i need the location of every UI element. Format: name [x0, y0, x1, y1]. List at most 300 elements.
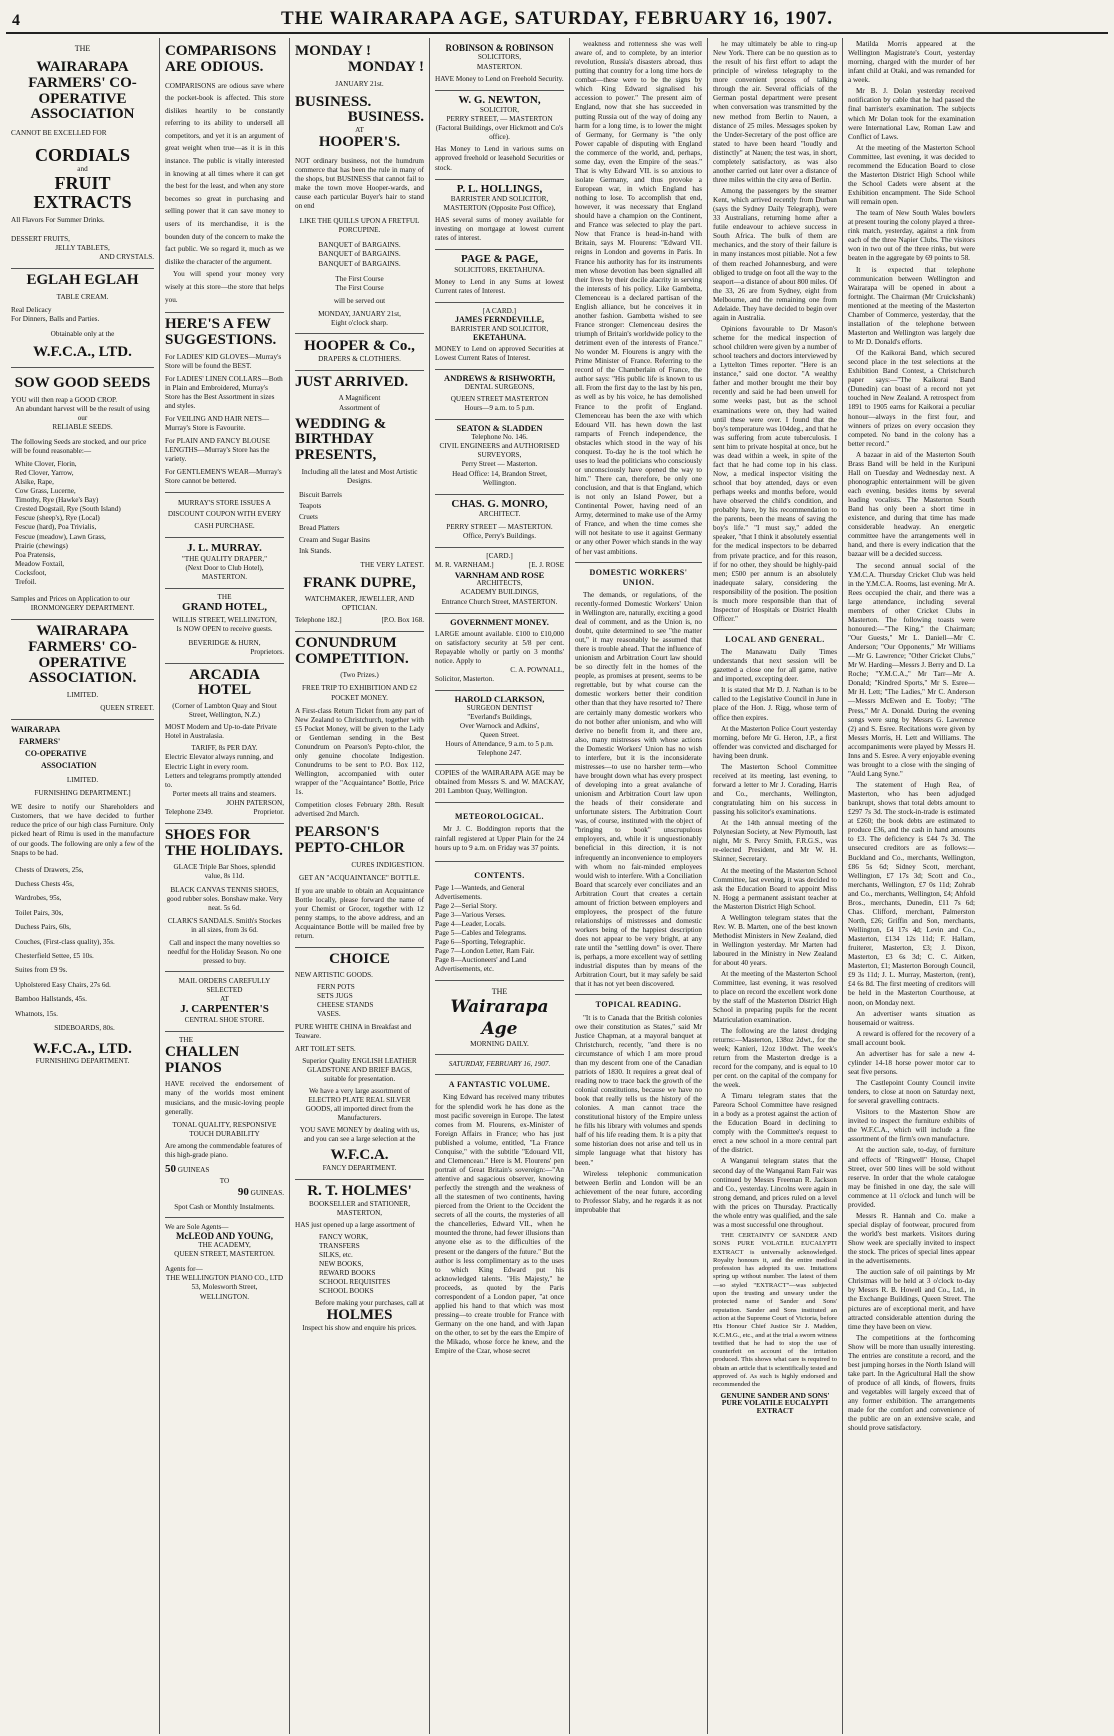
news-item: The Castlepoint County Council invite tenders, to close at noon on Saturday next, for several gravelling contracts. [848, 1079, 975, 1106]
list-item: Cream and Sugar Basins [299, 535, 370, 544]
column-6 [708, 38, 843, 1734]
ad-text: COMPARISONS are odious save where the pocket-book is affected. This store dislikes heartily to be constantly referring to its ability to undersell all competitors, and yet it is an argument of great weight when true—as it is in this instance. The public is vitally interested in knowing at all times where it can get the best for the least, and when any store becomes so great in purchasing and selling power that it can save money to users of its merchandise, it is the bounden duty of the concern to make the fact public. We so regard it, much as we dislike the character of the argument. [165, 81, 284, 266]
ad-text: Proprietors. [250, 647, 284, 656]
news-item: It is stated that Mr D. J. Nathan is to be called to the Legislative Council in June in place of the Hon. J. Rigg, whose term of office then expires. [713, 686, 837, 722]
news-item: At the auction sale, to-day, of furniture and effects of "Ringwell" House, Chapel Street, over 500 lines will be sold without reserve. In order that the whole catalogue may be finished in one day, the sale will commence at 11 o'clock and lunch will be provided. [848, 1146, 975, 1209]
article-text: Opinions favourable to Dr Mason's scheme for the medical inspection of school children were given by a number of school teachers and doctors interviewed by a Lyttelton Times reporter. "Here is an instance," said one doctor. "A wealthy father and mother brought me their boy recently and said he had been unwell for some weeks past, but as the school examinations were on, they had waited until these were over. I found that the boy's temperature was 104deg., and that he was suffering from acute tuberculosis. I sent him to private hospital at once, but he was dead within a week, in spite of the fact that he had come top in his class. Now, a medical inspector visiting the school that boy attended, days or even perhaps weeks and months before, would have observed the child's condition, and probably have, by his recommendation to the parents, been the means of saving the boy's life." "I must say," added the speaker, "that I think it absolutely essential for the medical inspectors to be debarred from private practice, and for this reason, if for no other, they should be highly-paid men; £500 per annum is an absolutely inadequate salary, considering the responsibility of the position. The position is much more responsible than that of Inspector of Hospitals or District Health Officer." [713, 324, 837, 623]
ad-text: Spot Cash or Monthly Instalments. [174, 1202, 275, 1211]
column-5 [570, 38, 708, 1734]
ad-heading: MONDAY ! [348, 58, 424, 75]
ad-text: QUEEN STREET. [100, 704, 154, 713]
ad-text: The following Seeds are stocked, and our price will be found reasonable:— [11, 437, 147, 455]
list-item: Whatnots, 15s. [15, 1009, 58, 1018]
ad-text: BARRISTER AND SOLICITOR, [450, 324, 549, 333]
page-number: 4 [12, 12, 20, 29]
ad-heading: J. L. MURRAY. [187, 542, 262, 555]
ad-murray [165, 313, 284, 589]
ad-heading: CHOICE [329, 951, 390, 968]
list-item: Wardrobes, 95s, [15, 894, 62, 903]
ad-text: ARCHITECT. [478, 510, 521, 519]
ad-text: BOOKSELLER and STATIONER, [308, 1199, 411, 1208]
list-item: Page 8—Auctioneers' and Land Advertisements, etc. [435, 956, 527, 974]
list-item: Cruets [299, 513, 318, 522]
list-item: Crested Dogstail, Rye (South Island) [15, 505, 121, 514]
ad-text: HAS several sums of money available for investing on mortgage at lowest current rates of interest. [435, 216, 564, 243]
ad-text: MASTERTON (Opposite Post Office), [443, 204, 556, 213]
news-item: The second annual social of the Y.M.C.A. Thursday Cricket Club was held in the Y.M.C.A. Rooms, last evening. Mr A. Rees occupied the chair, and there was a large attendance, including several members of other Cricket Clubs in Masterton. The following toasts were honoured:—"The King," the Chairman; "Our Guests," Mr L. Daniell—Mr C. Anderson; "Our Opponents," Mr Williams—Mr G. Lawrence; "Other Cricket Clubs," Mr W. Harding—Messrs J. Berry and D. La Roche; "Y.M.C.A.," Mr Tarr—Mr A. Donald; "Kindred Sports," Mr S. Esree—Mr H. Lett; "The Ladies," Mr C. Anderson—Messrs McEwen and E. Tooby; "The Press," Mr A. Donald. During the evening songs were sung by Messrs G. Lawrence (2) and S. Esree. Recitations were given by Messrs Morris, H. Lett and Williams. The accompaniments were played by Messrs H. Inns and S. Esree. A very enjoyable evening was brought to a close with the singing of "Auld Lang Syne." [848, 561, 975, 778]
list-item: TRANSFERS [319, 1241, 360, 1250]
list-item: Ink Stands. [299, 546, 332, 555]
list-item: For PLAIN AND FANCY BLOUSE LENGTHS—Murray's Store has the variety. [165, 437, 271, 464]
ad-heading: SEATON & SLADDEN [456, 423, 543, 434]
ad-wfca-queen-street [11, 620, 154, 720]
section-heading: LOCAL AND GENERAL. [725, 635, 825, 644]
ad-monro [435, 495, 564, 549]
contents-list [435, 884, 564, 975]
ad-text: Hours—9 a.m. to 5 p.m. [464, 404, 535, 413]
ad-text: SOLICITOR, [479, 106, 520, 115]
list-item: Page 5—Cables and Telegrams. [435, 929, 527, 938]
ad-heading: CHAS. G. MONRO, [451, 497, 548, 510]
section-heading: METEOROLOGICAL. [454, 812, 545, 822]
article-text: Among the passengers by the steamer Kent, which arrived recently from Durban (says the Sydney Daily Telegraph), were 33 Australians, returning home after a futile endeavour to achieve success in South Africa. The bulk of them are mechanics, and the story of their failure is in many instances most pitiable. Not a few of them reached Johannesburg, and were obliged to trudge on foot all the way to the seaport—a distance of about 800 miles. Of the 33, 26 are from Sydney, eight from Melbourne, and the remaining one from Adelaide. They have decided to begin over again in Australia. [713, 187, 837, 322]
ad-text: An abundant harvest will be the result of using our [15, 404, 150, 422]
ad-text: MASTERTON, [336, 1208, 383, 1217]
ad-text: THE WELLINGTON PIANO CO., LTD [165, 1274, 284, 1283]
news-item: The auction sale of oil paintings by Mr Christmas will be held at 3 o'clock to-day by Messrs R. B. Howell and Co., Ltd., in the Exchange Buildings, Queen Street. The pictures are of exceptional merit, and have attracted considerable attention during the time they have been on view. [848, 1268, 975, 1331]
ad-heading: ROBINSON & ROBINSON [445, 43, 554, 53]
article-text: Mr J. C. Boddington reports that the rainfall registered at Upper Plain for the 24 hours up to 9 a.m. on Friday was 37 points. [435, 825, 564, 852]
article-text: he may ultimately be able to ring-up New York. There can be no question as to the result of his first effort to adapt the principle of wireless telegraphy to the more convenient process of talking through the air. Several officials of the German postal department were present when conversation was transmitted by the new method from Berlin to Nauen, a distance of 25 miles. Messages spoken by the Under-Secretary of the post office are stated to have been heard "loudly and distinctly" at Nauen; the test was, in short, completely satisfactory, as was also another carried out later over a distance of three miles within the city area of Berlin. [713, 40, 837, 184]
list-item: SCHOOL REQUISITES [319, 1278, 391, 1287]
ad-arcadia-hotel [165, 664, 284, 824]
ad-text: Telephone 2349. [165, 807, 213, 816]
divider [165, 492, 284, 493]
list-item: Meadow Foxtail, [15, 559, 65, 568]
list-item: Cocksfoot, [15, 568, 47, 577]
divider [165, 1217, 284, 1218]
ad-text: Competition closes February 28th. Result advertised 2nd March. [295, 801, 424, 819]
news-item: At the Masterton Police Court yesterday morning, before Mr G. Heron, J.P., a first offender was convicted and discharged for having been drunk. [713, 724, 837, 760]
ad-text: JANUARY 21st. [335, 79, 384, 88]
ad-text: A Magnificent Assortment of [338, 394, 381, 412]
ad-text: [A CARD.] [482, 307, 517, 316]
article-text: King Edward has received many tributes for the splendid work he has done as the most pacific sovereign in Europe. The latest comes from M. Flourens, ex-Minister of Foreign Affairs in France; who has just published a volume, entitled, "La France Conquise," with the subtitle "Edouard VII, and Clemenceau." Here is M. Flourens' pen portrait of Great Britain's sovereign:—"An attentive and sagacious observer, knowing perfectly the strength and the weakness of all the statesmen of two continents, having pierced from the Orient to the Occident the secrets of all the courts, the mysteries of all the chancelleries, Edward VII., when he mounted the throne, had fewer illusions than anyone else as to the difficulties of the present or the dangers of the future." But the author is less complimentary as to the uses to which King Edward put his acknowledged talents. "His Majesty," he proceeds, as quoted by the Paris correspondent of a London paper, "at once applied his hand to that which was most pressing—to create trouble for France with Germany on the one hand, and with Japan on the other, to set by the ears the Empire of the Mikado, whose force he knew, and the Empire of the Czar, whose secret [435, 1093, 564, 1356]
ad-text: CLARK'S SANDALS. Smith's Stockes in all sizes, from 3s 6d. [167, 916, 282, 934]
ad-text: [CARD.] [486, 552, 513, 561]
ad-heading: ARCADIA HOTEL [189, 666, 260, 699]
list-item: Bamboo Hallstands, 45s. [15, 995, 87, 1004]
list-item: For LADIES' KID GLOVES—Murray's Store will be found the BEST. [165, 352, 282, 370]
ad-text: Over Warnock and Adkins', [459, 721, 540, 730]
ad-heading: EGLAH EGLAH [26, 272, 139, 289]
list-item: REWARD BOOKS [319, 1269, 376, 1278]
ad-furniture [11, 720, 154, 1072]
ad-heading: HAROLD CLARKSON, [454, 693, 545, 704]
ad-text: BANQUET of BARGAINS. [318, 241, 401, 250]
news-item: The following are the latest dredging returns:—Masterton, 138oz 2dwt., for the week; Kanieri, 12oz 10dwt. The week's return from the Masterton dredge is a record for the company, and is equal to 10 per cent. on the capital of the company for the week. [713, 1026, 837, 1089]
ad-wfca-cordials [11, 40, 154, 269]
list-item: FANCY WORK, [319, 1232, 368, 1241]
ad-clarkson [435, 691, 564, 765]
ad-text: DRAPERS & CLOTHIERS. [318, 354, 401, 363]
ad-heading: W.F.C.A., LTD. [33, 344, 132, 361]
list-item: SILKS, etc. [319, 1251, 353, 1259]
ad-robinson [435, 40, 564, 91]
ad-text: HAVE received the endorsement of many of the worlds most eminent musicians, and the music-loving people generally. [165, 1080, 284, 1116]
ad-text: LIKE THE QUILLS UPON A FRETFUL PORCUPINE. [299, 217, 420, 235]
ad-text: LIMITED. [66, 776, 99, 785]
ad-text: Perry Street — Masterton. [461, 460, 538, 469]
ad-heading: BUSINESS. [347, 109, 424, 126]
ad-heading: BUSINESS. [295, 93, 372, 110]
list-item: Page 6—Sporting, Telegraphic. [435, 938, 526, 947]
ad-text: Solicitor, Masterton. [435, 674, 495, 683]
ad-text: Telephone 182.] [295, 615, 342, 624]
news-item: A reward is offered for the recovery of a small account book. [848, 1029, 975, 1047]
ad-text: Telephone No. 146. [471, 433, 528, 442]
ad-text: NEW ARTISTIC GOODS. [295, 971, 373, 980]
ad-text: WE desire to notify our Shareholders and Customers, that we have decided to further reduce the price of our high class Furniture. Only picked heart of Rimu is used in the manufacture of our goods. The following are only a few of the Snaps to be had. [11, 803, 154, 857]
ad-text: MOST Modern and Up-to-date Private Hotel in Australasia. [165, 723, 277, 741]
ad-text: AT [220, 995, 229, 1004]
ad-text: Proprietor. [253, 807, 284, 816]
list-item: SETS JUGS [317, 992, 353, 1001]
ad-grand-hotel [165, 589, 284, 664]
news-item: The team of New South Wales bowlers at present touring the colony played a three-rink match, yesterday, against a rink from each of the three Napier Clubs. The visitors won in two out of the three rinks, but were beaten in the aggregate by 69 points to 58. [848, 209, 975, 263]
ad-heading: PAGE & PAGE, [461, 253, 538, 266]
ad-heading: PEARSON'S PEPTO-CHLOR [295, 824, 405, 857]
ad-text: Agents for— [165, 1265, 203, 1274]
ad-text: All Flavors For Summer Drinks. [11, 215, 105, 224]
ad-text: THE [74, 44, 91, 53]
ad-text: Is NOW OPEN to receive guests. [176, 625, 273, 634]
ad-heading: FRANK DUPRE, [303, 574, 416, 591]
ad-text: FARMERS' [19, 737, 61, 747]
ad-text: Head Office: 14, Brandon Street, Wellington. [452, 469, 547, 487]
ad-heading: GOVERNMENT MONEY. [450, 616, 549, 627]
ad-text: BANQUET of BARGAINS. [318, 259, 401, 268]
ad-text: THE ACADEMY, [198, 1241, 251, 1250]
column-1 [6, 38, 160, 1734]
list-item: Teapots [299, 502, 322, 511]
ad-text: You will spend your money very wisely at this store—the store that helps you. [165, 270, 284, 304]
section-heading: DOMESTIC WORKERS' UNION. [589, 567, 688, 587]
ad-seeds [11, 368, 154, 620]
divider [713, 629, 837, 630]
holmes-list [295, 1233, 424, 1296]
ad-text: DESSERT FRUITS, [11, 234, 70, 243]
ad-text: Hours of Attendance, 9 a.m. to 5 p.m. Telephone 247. [445, 740, 554, 758]
news-item: At the meeting of the Masterton School Committee, last evening, it was resolved to place on record the excellent work done by the staff of the Masterton District High School in preparing pupils for the recent Matriculation examination. [713, 970, 837, 1024]
list-item: SCHOOL BOOKS [319, 1287, 374, 1296]
list-item: VASES. [317, 1010, 341, 1019]
ad-text: ACADEMY BUILDINGS, [460, 588, 539, 597]
ad-text: MAIL ORDERS CAREFULLY SELECTED [178, 977, 271, 995]
ad-text: SURGEON DENTIST [466, 703, 533, 712]
section-heading: TOPICAL READING. [595, 1000, 682, 1010]
news-item: Visitors to the Masterton Show are invited to inspect the furniture exhibits of the W.F.C.A., which will include a fine assortment of the firm's own manufacture. [848, 1108, 975, 1144]
ad-government-money [435, 614, 564, 691]
ad-text: BANQUET of BARGAINS. [318, 250, 401, 259]
list-item: Duchess Chests 45s, [15, 880, 74, 889]
divider [435, 1074, 564, 1075]
ad-conundrum [295, 632, 424, 948]
ad-text: MASTERTON. [201, 572, 248, 581]
ad-text: Has Money to Lend in various sums on approved freehold or leasehold Securities or stock. [435, 145, 564, 172]
ad-text: MONDAY, JANUARY 21st, [318, 309, 401, 318]
ad-text: QUEEN STREET, MASTERTON. [174, 1250, 275, 1259]
ad-text: SOLICITORS, [477, 53, 522, 62]
list-item: Bread Platters [299, 524, 340, 533]
ad-text: FREE TRIP TO EXHIBITION AND £2 POCKET MONEY. [302, 684, 417, 702]
ad-text: PERRY STREET — MASTERTON. [446, 523, 553, 532]
ad-text: Eight o'clock sharp. [331, 318, 388, 327]
ad-text: ART TOILET SETS. [295, 1044, 356, 1053]
ad-text: M. R. VARNHAM.] [435, 561, 494, 570]
ad-text: THE VERY LATEST. [360, 560, 424, 569]
ad-text: MURRAY'S STORE ISSUES A DISCOUNT COUPON WITH EVERY CASH PURCHASE. [167, 498, 282, 530]
divider [295, 333, 424, 334]
ad-heading: HOLMES [326, 1307, 393, 1324]
ad-text: THE [179, 1035, 193, 1044]
ad-text: (Two Prizes.) [340, 671, 379, 680]
ad-heading: WAIRARAPA FARMERS' CO-OPERATIVE ASSOCIATION [28, 59, 137, 123]
ad-text: Call and inspect the many novelties so needful for the Holiday Season. No one pressed to buy. [167, 938, 282, 965]
ad-text: COPIES of the WAIRARAPA AGE may be obtained from Messrs S. and W. MACKAY, 201 Lambton Quay, Wellington. [435, 769, 564, 796]
ad-text: HAVE Money to Lend on Freehold Security. [435, 74, 564, 83]
ad-text: CIVIL ENGINEERS and AUTHORISED SURVEYORS, [439, 442, 560, 460]
ad-text: BLACK CANVAS TENNIS SHOES, good rubber soles. Bonshaw make. Very neat. 5s 6d. [166, 885, 283, 912]
ad-text: TABLE CREAM. [56, 292, 109, 301]
news-item: At the meeting of the Masterton School Committee, last evening, it was decided to recommend the Education Board to close the Masterton District High School while the School Cadets were absent at the Exhibition encampment. The Side School will remain open. [848, 143, 975, 207]
ad-text: GLACE Triple Bar Shoes, splendid value, 8s 11d. [173, 863, 276, 881]
ad-text: THE [217, 592, 232, 601]
ad-text: NOT ordinary business, not the humdrum commerce that has been the rule in many of the shops, but BUSINESS that cannot fail to make the town move Hooper-wards, and cause each particular Buyer's hair to stand on end [295, 156, 424, 211]
ad-text: Samples and Prices on Application to our [11, 594, 130, 603]
ad-text: PERRY STREET, — MASTERTON [446, 115, 553, 124]
news-item: The statement of Hugh Rea, of Masterton, who has been adjudged bankrupt, shows that total debts amount to £297 7s 3d. The stock-in-trade is estimated at £260; the book debts are estimated to produce £36, and the cash in hand amounts to £3. The deficiency is £44 7s 3d. The unsecured creditors are as follows:—Buckland and Co., merchants, Wellington, £86 5s 6d; Sidney Scott, merchant, Wellington, £7 17s 3d; Scott and Co., merchants, Wellington, £7 0s 11d; Zohrab and Co., merchants, Wellington, £4; Ahfold Bros., merchants, Dunedin, £11 7s 6d; Chas. Clifford, merchant, Palmerston North, £26; Griffin and Son, merchants, Wellington, £4 17s 4d; Levin and Co., Masterton, £134 12s 11d; F. Hallam, fruiterer, Masterton, £3; J. Dixon, Masterton, £3 6s 3d; C. C. Aitken, Masterton, £1; Masterton Borough Council, £9 3s 11d; J. L. Murray, Masterton, (rent), £4 6s 8d. The first meeting of creditors will be held in the Masterton Courthouse, at noon, on Monday next. [848, 781, 975, 1007]
ad-heading: W. G. NEWTON, [458, 93, 541, 106]
ad-text: The First Course [335, 283, 384, 292]
ad-heading: GENUINE SANDER AND SONS' PURE VOLATILE EUCALYPTI EXTRACT [720, 1390, 830, 1416]
ad-text: QUEEN STREET MASTERTON [450, 395, 549, 404]
ad-heading: FRUIT EXTRACTS [33, 173, 132, 212]
ad-text: 50 [165, 1162, 176, 1175]
ad-text: LARGE amount available. £100 to £10,000 on satisfactory security at 5/8 per cent. Repayable wholly or partly on 3 months' notice. Apply to [435, 629, 564, 665]
furniture-list [11, 863, 154, 1036]
ad-copies [435, 765, 564, 803]
ad-text: HAS just opened up a large assortment of [295, 1220, 415, 1229]
news-item: It is expected that telephone communication between Wellington and Wairarapa will be opened in about a fortnight. The Chairman (Mr Cruickshank) mentioned at the meeting of the Masterton Chamber of Commerce, yesterday, that the installation of the telephone between Masterton and Wellington was largely due to Mr D. Donald's efforts. [848, 265, 975, 346]
ad-text: WELLINGTON. [199, 1292, 250, 1301]
ad-comparisons [165, 40, 284, 313]
article-text: weakness and rottenness she was well aware of, and to complete, by an interior revolution, Russia's disasters abroad, thus putting that country for a long time hors de combat—these were to be the signs by which King Edward signalised his accession to power." The present aim of England, now that she has succeeded in putting Russia out of the way of doing any harm for a long time, is to lower the might of Germany, for Germany is "the only Power capable of disputing with England the commerce of the world, and, perhaps, some day, even the Empire of the seas." That is why Edward VII. is so anxious to isolate Germany, and thus provoke a European war, in which England has nothing to lose. To accomplish that end, however, it was necessary that England should have a champion on the Continent, and France was selected to play the part. Now that France is head-in-hand with Britain, says M. Flourens: "Edward VII. reigns in London and governs in Paris. In France his authority has for its instruments men whose devotion has been signalled all their lives by their docile alacrity in serving the interests of his policy. Like Gambetta, Clemenceau is a declared partisan of the English alliance, but he conceives it in another fashion. Gambetta wished to see France stronger: Clemenceau desires the triumph of Britain's worldwide policy to the detriment even of the interests of France." No wonder M. Flourens is angry with the Prime Minister of France. Referring to the record of the Chamberlain of France, the author says: "His public life is known to us all. From the first day to the last by his pen, as well as by his voice, he has demolished France to the profit of England. Clemenceau has been the axe with which Edouard VII. has hewn down the last ramparts of French independence, the obstacles which stood in the way of his conquest. To-day he is the tool which he uses to lead the politicians who consciously or unconsciously have opened the way to him." There can, therefore, be only one conclusion, and that is that England, which is not only an Island Power, but a Continental Power, having need of an Army, determined to make use of the Army of France, and when the time comes she will not hesitate to use it against Germany or any other Power which stands in the way of her vast ambitions. [575, 40, 702, 556]
ad-heading: W.F.C.A. [330, 1147, 389, 1164]
column-3 [290, 38, 430, 1734]
ad-text: Electric Elevator always running, and Electric Light in every room. [165, 753, 274, 771]
ad-text: CANNOT BE EXCELLED FOR [11, 129, 107, 138]
ad-varnham [435, 548, 564, 613]
article-text: The demands, or regulations, of the recently-formed Domestic Workers' Union in Wellington are, naturally, exciting a good deal of comment, and as the Union is, no doubt, quite determined to see "the matter out," it may reasonably be assumed that there is trouble ahead. That the influence of unionism and Arbitration Court law should be so directly felt in the homes of the people, as promises at present, seems to be regrettable, but by what course can the domestic workers better their condition other than that they have resorted to? There are certainly many domestic workers who do not bother after unionism, and who will derive no benefit from it, and there are, also, many mistresses with whose actions the Domestic Workers' Union has no wish to interfere, but it is the inconsiderate mistresses—to use no harsher term—who have brought down what has every prospect of developing into a great avalanche of unionism and Arbitration Court law upon the heads of their considerate and unfortunate sisters. The Arbitration Court was, of course, instituted with the object of "bringing to book" unscrupulous employers, and, while it is unquestionably beneficial in this direction, it is not infrequently an inconvenience to employers with whom no fair-minded employees would wish to interfere. With a Conciliation Board that scarcely ever conciliates and an Arbitration Court that creates a certain amount of friction between employers and employees, the prospect of the future relationships of mistresses and domestic workers being of the happiest description does not appear to be very bright, at any rate until the "settling down" is over. There is, perhaps, a more excellent way of settling industrial disputes than by means of the Arbitration Court, but it may safely be said that it has not yet been discovered. [575, 590, 702, 989]
list-item: SIDEBOARDS, 80s. [54, 1024, 115, 1033]
ad-text: GET AN "ACQUAINTANCE" BOTTLE. [299, 873, 420, 882]
ad-text: SOLICITORS, EKETAHUNA. [454, 266, 545, 275]
ad-text: Porter meets all trains and steamers. [172, 789, 277, 798]
list-item: Timothy, Rye (Hawke's Bay) [15, 496, 99, 505]
ad-text: [E. J. ROSE [528, 561, 564, 570]
news-item: A bazaar in aid of the Masterton South Brass Band will be held in the Kuripuni Hall on Tuesday and Wednesday next. A phonographic entertainment will be given each evening, besides items by several leading vocalists. The Masterton South Band has only been a short time in existence, and during that time has made considerable headway. An energetic committee have the arrangements well in hand, and there is every indication that the bazaar will be a decided success. [848, 450, 975, 559]
news-item: A Wellington telegram states that the Rev. W. B. Marten, one of the best known Methodist Ministers in New Zealand, died in Wellington yesterday. Mr Marten had laboured in the Ministry in New Zealand for about 40 years. [713, 913, 837, 968]
ad-just-arrived [295, 371, 424, 632]
news-item: An advertiser has for sale a new 4-cylinder 14-18 horse power motor car to seat five persons. [848, 1049, 975, 1076]
list-item: For LADIES' LINEN COLLARS—Both in Plain and Embroidered, Murray's Store has the Best Assortment in sizes and styles. [165, 374, 283, 410]
editorial [435, 981, 564, 1356]
news-item: A Wanganui telegram states that the second day of the Wanganui Ram Fair was continued by Messrs Freeman R. Jackson and Co., yesterday. Lincolns were again in strong demand, and prices ruled on a level with the prices on Thursday. Practically the whole entry was qualified, and the sale was a most successful one throughout. [713, 1157, 837, 1229]
ad-text: Are among the commendable features of this high-grade piano. [165, 1141, 283, 1159]
ad-footer [165, 808, 284, 817]
suggestions [165, 353, 284, 487]
ad-text: (Corner of Lambton Quay and Stout Street, Wellington, N.Z.) [172, 702, 277, 720]
ad-text: TONAL QUALITY, RESPONSIVE TOUCH DURABILITY [172, 1120, 277, 1138]
masthead [6, 6, 1108, 34]
ad-newton [435, 91, 564, 180]
ad-text: LIMITED. [66, 691, 99, 699]
goods-list [295, 490, 424, 557]
ad-heading: R. T. HOLMES' [307, 1182, 412, 1199]
column-7 [843, 38, 980, 1734]
ad-text: GUINEAS [177, 1165, 210, 1174]
meteorological [435, 803, 564, 861]
list-item: Red Clover, Yarrow, [15, 469, 74, 478]
news-item: At the 14th annual meeting of the Polynesian Society, at New Plymouth, last night, Mr S. Percy Smith, F.R.G.S., was re-elected President, and Mr W. H. Skinner, Secretary. [713, 819, 837, 864]
contents [435, 862, 564, 982]
ad-text: 53, Molesworth Street, [191, 1283, 258, 1292]
ad-text: If you are unable to obtain an Acquaintance Bottle locally, please forward the name of your Chemist or Grocer, together with 12 penny stamps, to the above address, and an Acquaintance Bottle will be mailed free by return. [295, 886, 424, 941]
ad-text: RELIABLE SEEDS. [52, 422, 113, 431]
ad-challen-pianos [165, 1032, 284, 1308]
ad-text: YOU will then reap a GOOD CROP. [11, 395, 118, 404]
ad-text: CENTRAL SHOE STORE. [184, 1015, 265, 1024]
list-item: Couches, (First-class quality), 35s. [15, 937, 115, 946]
list-item: For VEILING AND HAIR NETS—Murray's Store is Favourite. [165, 415, 270, 433]
ad-text: (Factoral Buildings, over Hickmott and Co's office). [435, 124, 564, 142]
news-item: Matilda Morris appeared at the Wellington Magistrate's Court, yesterday morning, charged with the murder of her infant child at Otaki, and was remanded for a week. [848, 40, 975, 85]
ad-text: DENTAL SURGEONS, [464, 383, 535, 392]
ad-text: Entrance Church Street, MASTERTON. [441, 597, 558, 606]
ad-heading: McLEOD AND YOUNG, [176, 1230, 273, 1241]
ad-text: The First Course [335, 274, 384, 283]
list-item: Page 4—Leader, Locals. [435, 919, 506, 928]
ad-text: ARCHITECTS, [476, 579, 523, 588]
ad-heading: SHOES FOR THE HOLIDAYS. [165, 826, 283, 859]
list-item: Chesterfield Settee, £5 10s. [15, 952, 94, 961]
ad-heading: CHALLEN PIANOS [165, 1043, 240, 1076]
ad-text: MONEY to Lend on approved Securities at Lowest Current Rates of Interest. [435, 345, 564, 363]
list-item: NEW BOOKS, [319, 1260, 364, 1269]
ad-text: ASSOCIATION [41, 761, 97, 771]
ad-page [435, 250, 564, 303]
column-4 [430, 38, 570, 1734]
seed-list [11, 460, 154, 587]
list-item: FERN POTS [317, 983, 355, 992]
divider [165, 971, 284, 972]
ad-text: TARIFF, 8s PER DAY. [191, 744, 258, 753]
list-item: Biscuit Barrels [299, 490, 342, 499]
list-item: Fescue (sheep's), Rye (Local) [15, 514, 100, 523]
list-item: CHEESE STANDS [317, 1001, 374, 1010]
news-item: The Manawatu Daily Times understands that next session will be gazetted a close one for all game, native and imported, excepting deer. [713, 648, 837, 684]
ad-text: FANCY DEPARTMENT. [322, 1163, 397, 1172]
ad-text: WAIRARAPA [11, 725, 61, 735]
ad-text: Before making your purchases, call at [315, 1299, 424, 1308]
ad-heading: JAMES FERNDEVILLE, [455, 315, 544, 325]
ad-text: will be served out [333, 296, 386, 305]
ad-text: YOU SAVE MONEY by dealing with us, and you can see a large selection at the [299, 1126, 420, 1144]
ad-text: TO [219, 1176, 230, 1185]
ad-choice [295, 948, 424, 1180]
ad-hoopers [295, 40, 424, 371]
ad-text: PURE WHITE CHINA in Breakfast and Teaware. [295, 1023, 412, 1041]
ad-heading: GRAND HOTEL, [182, 600, 267, 613]
ad-text: THE [491, 987, 508, 997]
list-item: Prairie (chewings) [15, 541, 68, 550]
ad-text: JOHN PATERSON, [226, 798, 284, 807]
ad-ferndeville [435, 303, 564, 370]
choice-list [295, 983, 424, 1019]
ad-text: For Dinners, Balls and Parties. [11, 315, 100, 323]
ad-text: FURNISHING DEPARTMENT. [35, 1057, 130, 1066]
section-heading: A FANTASTIC VOLUME. [448, 1080, 551, 1090]
ad-text: (Next Door to Club Hotel), [185, 563, 264, 572]
news-item: A Timaru telegram states that the Pareora School Committee have resigned in a body as a protest against the action of the Education Board in declining to comply with the Committee's request to erect a new school in a more central part of the district. [713, 1092, 837, 1155]
list-item: Page 3—Various Verses. [435, 910, 506, 919]
ad-heading: VARNHAM AND ROSE [454, 569, 545, 580]
ad-text: WILLIS STREET, WELLINGTON, [172, 616, 277, 625]
ad-text: AND CRYSTALS. [99, 253, 154, 262]
ad-text: [P.O. Box 168. [381, 615, 424, 624]
ad-text: CURES INDIGESTION. [351, 860, 424, 869]
ad-text: IRONMONGERY DEPARTMENT. [30, 603, 135, 612]
ad-heading: WEDDING & BIRTHDAY PRESENTS, [295, 415, 387, 464]
ad-text: Including all the latest and Most Artistic Designs. [301, 467, 418, 485]
list-item: Chests of Drawers, 25s, [15, 865, 84, 874]
ad-seaton [435, 420, 564, 494]
list-item: Page 1—Wanteds, and General Advertisements. [435, 883, 525, 901]
ad-text: Office, Perry's Buildings. [462, 532, 537, 541]
list-item: White Clover, Florin, [15, 460, 77, 468]
column-2 [160, 38, 290, 1734]
ad-text: MORNING DAILY. [470, 1040, 529, 1049]
list-item: Fescue (meadow), Lawn Grass, [15, 532, 106, 541]
ad-text: Money to Lend in any Sums at lowest Current rates of Interest. [435, 278, 564, 296]
list-item: Suites from £9 9s. [15, 966, 68, 975]
news-item: At the meeting of the Masterton School Committee, last evening, it was decided to ask the Education Board to appoint Miss N. Hogg a permanent assistant teacher at the Masterton District High School. [713, 866, 837, 911]
ad-heading: W.F.C.A., LTD. [33, 1040, 132, 1057]
ad-text: MASTERTON. [476, 62, 523, 71]
ad-heading: EKETAHUNA. [473, 332, 526, 342]
section-heading: CONTENTS. [474, 870, 525, 880]
ad-text: BEVERIDGE & HURN, [188, 638, 261, 647]
ad-text: Obtainable only at the [50, 330, 115, 339]
list-item: Page 2—Serial Story. [435, 901, 498, 910]
list-item: Toilet Pairs, 30s, [15, 908, 64, 917]
ad-text: "THE QUALITY DRAPER," [181, 554, 268, 563]
ad-text: We are Sole Agents— [165, 1222, 229, 1231]
ad-shoes [165, 824, 284, 1032]
ad-heading: JUST ARRIVED. [295, 373, 409, 390]
news-item: The Masterton School Committee received at its meeting, last evening, to forward a letter to Mr J. Corading, Harris and Co., merchants, Wellington, congratulating him on his success in passing his solicitor's examinations. [713, 762, 837, 817]
